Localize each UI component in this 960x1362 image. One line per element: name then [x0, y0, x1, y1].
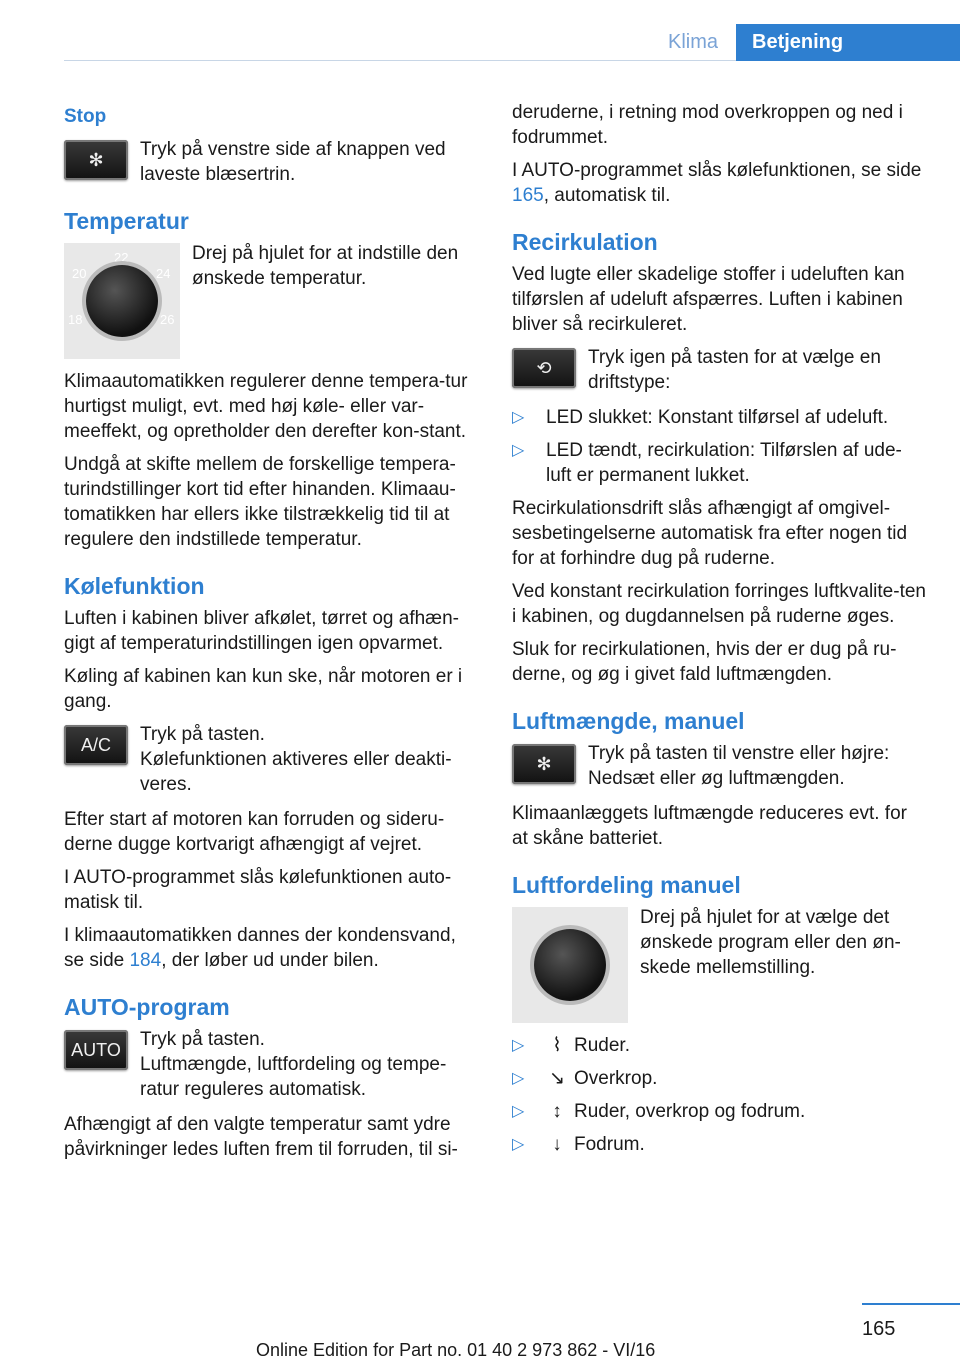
recirculation-list — [512, 405, 926, 488]
page-number: 165 — [862, 1318, 896, 1340]
stop-row — [64, 137, 476, 187]
recirculation-button-icon: ⟲ — [512, 348, 576, 388]
stop-heading: Stop — [64, 106, 107, 127]
ac-text-2: Kølefunktionen aktiveres eller deakti‐veres. — [140, 749, 452, 795]
list-item — [512, 438, 926, 488]
air-distribution-heading: Luftfordeling manuel — [512, 872, 741, 898]
paragraph: Klimaautomatikken regulerer denne tempera‐tur hurtigst muligt, evt. med høj køle- eller var‐meeffekt, og opretholder den derefter kon‐stant. — [64, 371, 468, 442]
list-item-text: Ruder. — [574, 1035, 630, 1056]
air-volume-text: Tryk på tasten til venstre eller højre: Nedsæt eller øg luftmængden. — [588, 743, 890, 789]
dial-number: 20 — [72, 266, 87, 281]
auto-text-2: Luftmængde, luftfordeling og tempe‐ratur reguleres automatisk. — [140, 1054, 447, 1100]
air-distribution-list — [512, 1033, 926, 1157]
triangle-bullet-icon: ▷ — [512, 1037, 525, 1054]
dial-number: 22 — [114, 250, 129, 265]
paragraph: Ved lugte eller skadelige stoffer i udeluften kan tilførslen af udeluft afspærres. Luften i kabinen bliver så recirkuleret. — [512, 264, 905, 335]
text: I AUTO-programmet slås kølefunktionen, se side — [512, 160, 922, 181]
auto-row — [64, 1027, 476, 1102]
page-link[interactable]: 184 — [129, 950, 162, 971]
air-distribution-dial-icon — [512, 907, 628, 1023]
triangle-bullet-icon: ▷ — [512, 409, 525, 426]
text: , der løber ud under bilen. — [161, 950, 379, 971]
paragraph: Sluk for recirkulationen, hvis der er dug på ru‐derne, og øg i givet fald luftmængden. — [512, 639, 897, 685]
fan-off-button-icon: ✻ — [64, 140, 128, 180]
auto-button-icon: AUTO — [64, 1030, 128, 1070]
temperature-row — [64, 241, 476, 359]
dial-number: 18 — [68, 312, 83, 327]
windshield-icon: ⌇ — [552, 1035, 562, 1056]
list-item — [512, 1033, 926, 1058]
text: I klimaautomatikken dannes der kondensvand, se side — [64, 925, 456, 971]
right-column — [512, 100, 926, 1165]
text: , automatisk til. — [543, 185, 671, 206]
paragraph — [512, 158, 926, 208]
temperature-heading: Temperatur — [64, 208, 189, 234]
paragraph — [64, 923, 476, 973]
temperature-text: Drej på hjulet for at indstille den ønskede temperatur. — [192, 243, 459, 289]
left-column — [64, 100, 476, 1170]
cooling-heading: Kølefunktion — [64, 573, 205, 599]
air-volume-heading: Luftmængde, manuel — [512, 708, 745, 734]
list-item — [512, 1066, 926, 1091]
auto-text-1: Tryk på tasten. — [140, 1029, 265, 1050]
temperature-dial-icon — [64, 243, 180, 359]
tab-betjening[interactable]: Betjening — [736, 24, 960, 61]
ac-button-icon: A/C — [64, 725, 128, 765]
ac-row — [64, 722, 476, 797]
list-item-text: Ruder, overkrop og fodrum. — [574, 1101, 806, 1122]
auto-text-block — [140, 1027, 476, 1102]
auto-program-heading: AUTO-program — [64, 994, 230, 1020]
paragraph: I AUTO-programmet slås kølefunktionen auto‐matisk til. — [64, 867, 452, 913]
air-distribution-row — [512, 905, 926, 1023]
list-item-text: LED slukket: Konstant tilførsel af udeluft. — [546, 407, 889, 428]
footer-rule — [862, 1303, 960, 1305]
all-zones-icon: ↕ — [552, 1101, 562, 1122]
dial-knob — [86, 265, 158, 337]
triangle-bullet-icon: ▷ — [512, 1070, 525, 1087]
edition-note: Online Edition for Part no. 01 40 2 973 862 - VI/16 — [256, 1340, 656, 1360]
paragraph: Afhængigt af den valgte temperatur samt ydre påvirkninger ledes luften frem til forruden, til si‐ — [64, 1114, 458, 1160]
paragraph: Klimaanlæggets luftmængde reduceres evt. for at skåne batteriet. — [512, 803, 907, 849]
dial-knob — [534, 929, 606, 1001]
paragraph: Recirkulationsdrift slås afhængigt af omgivel‐sesbetingelserne automatisk fra efter nogen tid for at forhindre dug på ruderne. — [512, 498, 908, 569]
recirculation-heading: Recirkulation — [512, 229, 658, 255]
recirculation-text: Tryk igen på tasten for at vælge en driftstype: — [588, 347, 881, 393]
air-distribution-text: Drej på hjulet for at vælge det ønskede program eller den øn‐skede mellemstilling. — [640, 907, 901, 978]
list-item — [512, 405, 926, 430]
fan-button-icon: ✻ — [512, 744, 576, 784]
triangle-bullet-icon: ▷ — [512, 1103, 525, 1120]
stop-text: Tryk på venstre side af knappen ved laveste blæsertrin. — [140, 139, 446, 185]
list-item-text: Fodrum. — [574, 1134, 645, 1155]
dial-number: 26 — [160, 312, 175, 327]
triangle-bullet-icon: ▷ — [512, 1136, 525, 1153]
paragraph: Luften i kabinen bliver afkølet, tørret og afhæn‐gigt af temperaturindstillingen igen opvarmet. — [64, 608, 459, 654]
paragraph: deruderne, i retning mod overkroppen og ned i fodrummet. — [512, 102, 903, 148]
triangle-bullet-icon: ▷ — [512, 442, 525, 459]
paragraph: Køling af kabinen kan kun ske, når motoren er i gang. — [64, 666, 463, 712]
list-item-text: Overkrop. — [574, 1068, 658, 1089]
footwell-icon: ↓ — [552, 1134, 562, 1155]
dial-number: 24 — [156, 266, 171, 281]
upper-body-icon: ↘ — [549, 1068, 565, 1089]
tab-klima[interactable]: Klima — [667, 31, 718, 53]
air-volume-row — [512, 741, 926, 791]
list-item — [512, 1099, 926, 1124]
list-item — [512, 1132, 926, 1157]
paragraph: Undgå at skifte mellem de forskellige tempera‐turindstillinger kort tid efter hinanden. Klimaau‐tomatikken har ellers ikke tilstrækkelig tid til at regulere den indstillede temperatur. — [64, 454, 456, 550]
ac-text-block — [140, 722, 476, 797]
recirculation-row — [512, 345, 926, 395]
list-item-text: LED tændt, recirkulation: Tilførslen af ude‐luft er permanent lukket. — [546, 440, 902, 486]
paragraph: Efter start af motoren kan forruden og sideru‐derne dugge kortvarigt afhængigt af vejret. — [64, 809, 445, 855]
paragraph: Ved konstant recirkulation forringes luftkvalite‐ten i kabinen, og dugdannelsen på ruderne øges. — [512, 581, 926, 627]
page-link[interactable]: 165 — [512, 185, 544, 206]
ac-text-1: Tryk på tasten. — [140, 724, 265, 745]
